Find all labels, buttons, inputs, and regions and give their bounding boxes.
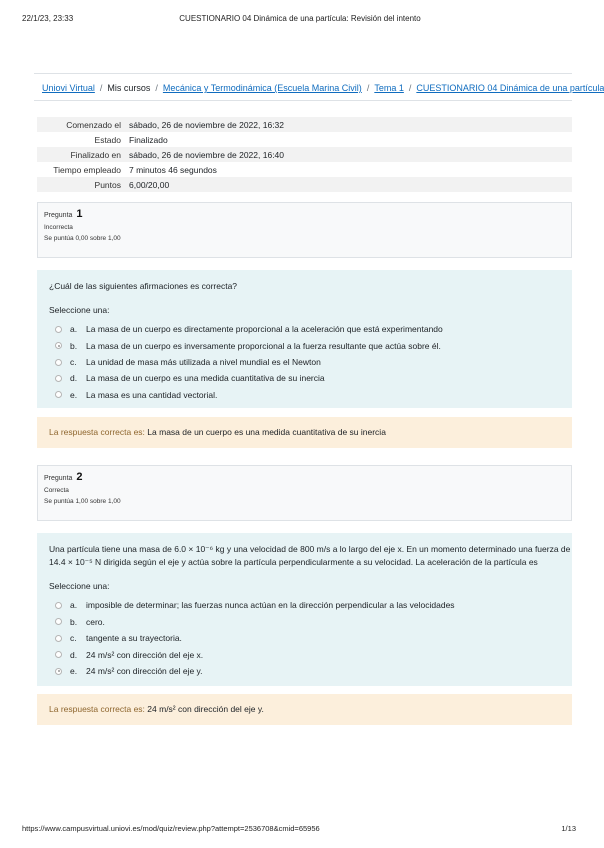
option-text: 24 m/s² con dirección del eje y. <box>86 665 203 676</box>
option-letter: d. <box>70 649 78 660</box>
option-text: La masa de un cuerpo es directamente proporcional a la aceleración que está experimentando <box>86 324 443 335</box>
breadcrumb-link-quiz[interactable]: CUESTIONARIO 04 Dinámica de una partícula <box>416 83 604 93</box>
summary-row-started <box>37 117 572 132</box>
radio-button[interactable] <box>55 618 62 625</box>
radio-button[interactable] <box>55 391 62 398</box>
feedback-label: La respuesta correcta es: <box>49 427 145 437</box>
summary-value: Finalizado <box>129 134 168 145</box>
option-letter: a. <box>70 324 78 335</box>
radio-button[interactable] <box>55 602 62 609</box>
question-1-info <box>37 202 572 258</box>
answer-option-d[interactable] <box>49 370 560 386</box>
print-title: CUESTIONARIO 04 Dinámica de una partícula: Revisión del intento <box>179 14 421 23</box>
answer-option-e[interactable] <box>49 387 560 403</box>
answer-option-b[interactable] <box>49 614 560 630</box>
answer-option-c[interactable] <box>49 354 560 370</box>
radio-button[interactable] <box>55 635 62 642</box>
summary-label: Finalizado en <box>37 147 125 162</box>
summary-row-points <box>37 177 572 192</box>
summary-label: Comenzado el <box>37 117 125 132</box>
answer-option-a[interactable] <box>49 321 560 337</box>
breadcrumb-separator: / <box>155 83 158 93</box>
answer-option-a[interactable] <box>49 597 560 613</box>
option-text: cero. <box>86 616 105 627</box>
summary-label: Estado <box>94 134 121 145</box>
breadcrumb-link-home[interactable]: Uniovi Virtual <box>42 83 95 93</box>
summary-label: Puntos <box>37 177 125 192</box>
question-label: Pregunta <box>44 475 73 482</box>
question-2-feedback <box>37 694 572 725</box>
question-text <box>49 543 571 569</box>
answer-option-d[interactable] <box>49 647 560 663</box>
summary-label: Tiempo empleado <box>53 164 121 175</box>
radio-button-selected[interactable] <box>55 668 62 675</box>
question-number-value: 1 <box>76 208 83 220</box>
radio-button[interactable] <box>55 651 62 658</box>
answer-option-b[interactable] <box>49 338 560 354</box>
option-letter: b. <box>70 340 78 351</box>
question-1-feedback <box>37 417 572 448</box>
question-text-line-1: Una partícula tiene una masa de 6.0 × 10⁻⁶ kg y una velocidad de 800 m/s a lo largo del eje x. En un momento determinado una fuerza de <box>49 544 571 554</box>
question-text-line-2: 14.4 × 10⁻⁵ N dirigida según el eje y actúa sobre la partícula perpendicularmente a su velocidad. La aceleración de la partícula es <box>49 557 538 568</box>
page-url: https://www.campusvirtual.uniovi.es/mod/quiz/review.php?attempt=2536708&cmid=65956 <box>22 824 320 833</box>
select-prompt: Seleccione una: <box>49 305 110 316</box>
feedback-label: La respuesta correcta es: <box>49 704 145 714</box>
radio-button[interactable] <box>55 326 62 333</box>
radio-button[interactable] <box>55 375 62 382</box>
question-1-content <box>37 270 572 408</box>
summary-value: 6,00/20,00 <box>125 177 572 192</box>
option-letter: c. <box>70 633 77 644</box>
breadcrumb-link-section[interactable]: Tema 1 <box>374 83 404 93</box>
question-state: Incorrecta <box>44 224 73 231</box>
option-text: La unidad de masa más utilizada a nivel mundial es el Newton <box>86 356 321 367</box>
option-letter: c. <box>70 356 77 367</box>
breadcrumb-link-course[interactable]: Mecánica y Termodinámica (Escuela Marina Civil) <box>162 83 362 93</box>
attempt-summary-table <box>37 117 572 192</box>
question-2-info <box>37 465 572 521</box>
question-2-content <box>37 533 572 686</box>
summary-row-finished <box>37 147 572 162</box>
question-grade: Se puntúa 0,00 sobre 1,00 <box>44 235 121 242</box>
option-text: imposible de determinar; las fuerzas nunca actúan en la dirección perpendicular a las velocidades <box>86 600 455 611</box>
option-text: La masa es una cantidad vectorial. <box>86 389 218 400</box>
option-letter: e. <box>70 389 78 400</box>
question-number-value: 2 <box>76 471 83 483</box>
option-text: tangente a su trayectoria. <box>86 633 182 644</box>
answer-option-e[interactable] <box>49 663 560 679</box>
summary-value: sábado, 26 de noviembre de 2022, 16:40 <box>125 147 572 162</box>
option-text: La masa de un cuerpo es una medida cuantitativa de su inercia <box>86 373 325 384</box>
breadcrumb-item-my-courses: Mis cursos <box>107 83 151 93</box>
option-letter: e. <box>70 665 78 676</box>
feedback-answer: La masa de un cuerpo es una medida cuantitativa de su inercia <box>147 427 386 437</box>
question-state: Correcta <box>44 487 69 494</box>
summary-row-time <box>37 162 572 177</box>
question-number <box>44 471 565 483</box>
summary-row-state <box>37 132 572 147</box>
option-letter: a. <box>70 600 78 611</box>
radio-button[interactable] <box>55 359 62 366</box>
breadcrumb-separator: / <box>408 83 412 93</box>
answer-option-c[interactable] <box>49 630 560 646</box>
option-letter: b. <box>70 616 78 627</box>
radio-button-selected[interactable] <box>55 342 62 349</box>
page-number: 1/13 <box>561 824 576 833</box>
summary-value: sábado, 26 de noviembre de 2022, 16:32 <box>125 117 572 132</box>
question-text: ¿Cuál de las siguientes afirmaciones es correcta? <box>49 281 238 291</box>
question-grade: Se puntúa 1,00 sobre 1,00 <box>44 498 121 505</box>
question-number <box>44 208 565 220</box>
question-label: Pregunta <box>44 212 73 219</box>
breadcrumb-separator: / <box>99 83 103 93</box>
breadcrumb <box>34 73 604 101</box>
feedback-answer: 24 m/s² con dirección del eje y. <box>147 704 264 714</box>
option-letter: d. <box>70 373 78 384</box>
option-text: La masa de un cuerpo es inversamente proporcional a la fuerza resultante que actúa sobre él. <box>86 340 441 351</box>
summary-value: 7 minutos 46 segundos <box>129 164 217 175</box>
print-date: 22/1/23, 23:33 <box>22 14 74 23</box>
select-prompt: Seleccione una: <box>49 581 110 592</box>
option-text: 24 m/s² con dirección del eje x. <box>86 649 204 660</box>
breadcrumb-separator: / <box>366 83 370 93</box>
